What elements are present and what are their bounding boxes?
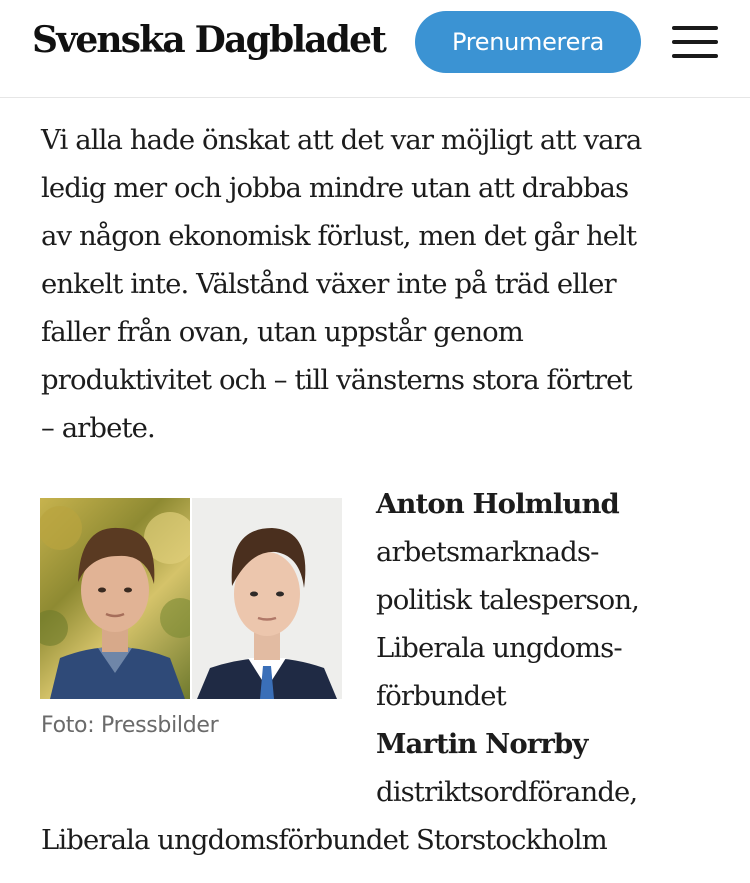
author-name: Anton Holmlund: [376, 488, 619, 520]
paragraph-line: ledig mer och jobba mindre utan att drabbas: [41, 172, 629, 204]
paragraph-line: enkelt inte. Välstånd växer inte på träd eller: [41, 268, 616, 300]
site-logo[interactable]: Svenska Dagbladet: [32, 19, 386, 61]
article-paragraph: [41, 116, 731, 452]
paragraph-line: – arbete.: [41, 412, 155, 444]
author-photo-martin: [192, 498, 342, 699]
author-title-line: distriktsordförande,: [376, 776, 638, 808]
author-title-line: förbundet: [376, 680, 506, 712]
paragraph-line: faller från ovan, utan uppstår genom: [41, 316, 523, 348]
author-title-line: arbetsmarknads-: [376, 536, 599, 568]
subscribe-button[interactable]: Prenumerera: [415, 11, 641, 73]
photo-caption: Foto: Pressbilder: [41, 713, 219, 738]
author-photos: [40, 498, 342, 699]
paragraph-line: av någon ekonomisk förlust, men det går helt: [41, 220, 637, 252]
paragraph-line: Vi alla hade önskat att det var möjligt att vara: [41, 124, 642, 156]
author-name: Martin Norrby: [376, 728, 588, 760]
hamburger-menu-icon[interactable]: [672, 24, 718, 60]
author-title-line: Liberala ungdoms-: [376, 632, 622, 664]
author-title-line: politisk talesperson,: [376, 584, 639, 616]
author-title-line: Liberala ungdomsförbundet Storstockholm: [41, 824, 607, 856]
author-photo-anton: [40, 498, 190, 699]
paragraph-line: produktivitet och – till vänsterns stora förtret: [41, 364, 632, 396]
site-header: [0, 0, 750, 98]
